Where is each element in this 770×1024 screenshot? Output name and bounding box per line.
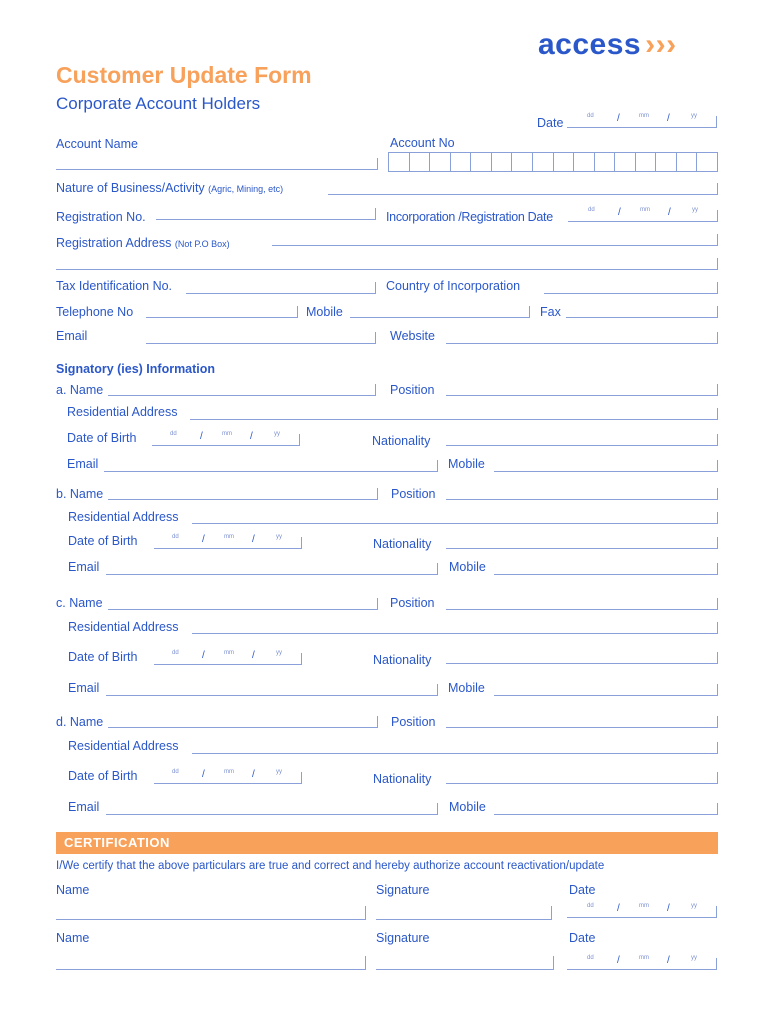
signatory-mobile-label: Mobile [448, 681, 485, 695]
cert-name-field-2[interactable] [56, 956, 366, 970]
cert-signature-field-1[interactable] [376, 906, 552, 920]
signatory-position-label: Position [390, 383, 435, 397]
date-sep: / [252, 769, 255, 780]
signatory-position-field[interactable] [446, 716, 718, 728]
certification-heading: CERTIFICATION [64, 835, 170, 850]
telephone-label: Telephone No [56, 305, 134, 319]
dd-hint: dd [172, 650, 179, 656]
residential-address-field[interactable] [192, 512, 718, 524]
signatory-email-label: Email [68, 560, 100, 574]
signatory-position-field[interactable] [446, 598, 718, 610]
signatory-name-label: c. Name [56, 596, 103, 610]
logo-chevrons-icon: ››› [645, 28, 677, 61]
dd-hint: dd [587, 903, 594, 909]
incorporation-date-label: Incorporation /Registration Date [386, 210, 553, 224]
logo-text: access [538, 28, 642, 61]
signatory-position-label: Position [391, 487, 436, 501]
signatory-position-label: Position [390, 596, 435, 610]
signatory-mobile-field[interactable] [494, 684, 718, 696]
mobile-field[interactable] [350, 306, 530, 318]
signatory-mobile-label: Mobile [449, 560, 486, 574]
nationality-field[interactable] [446, 434, 718, 446]
mm-hint: mm [222, 431, 232, 437]
form-date-field[interactable] [567, 113, 717, 128]
signatory-name-field[interactable] [108, 384, 376, 396]
yy-hint: yy [691, 955, 697, 961]
cert-signature-label: Signature [376, 931, 430, 945]
date-of-birth-field[interactable] [154, 534, 302, 549]
dd-hint: dd [588, 207, 595, 213]
signatory-email-field[interactable] [106, 563, 438, 575]
cert-signature-field-2[interactable] [376, 956, 554, 970]
signatory-position-field[interactable] [446, 384, 718, 396]
signatory-mobile-field[interactable] [494, 563, 718, 575]
page-subtitle: Corporate Account Holders [56, 94, 261, 113]
date-of-birth-label: Date of Birth [68, 769, 138, 783]
registration-no-field[interactable] [156, 208, 376, 220]
account-no-boxes[interactable] [388, 152, 718, 172]
date-sep: / [202, 534, 205, 545]
mm-hint: mm [639, 955, 649, 961]
date-sep: / [617, 113, 620, 124]
date-of-birth-label: Date of Birth [68, 534, 138, 548]
page-title: Customer Update Form [56, 62, 312, 88]
date-sep: / [252, 650, 255, 661]
dd-hint: dd [172, 534, 179, 540]
signatory-email-label: Email [68, 681, 100, 695]
form-date-label: Date [537, 116, 564, 130]
nationality-label: Nationality [373, 653, 432, 667]
signatory-name-field[interactable] [108, 488, 378, 500]
date-sep: / [202, 650, 205, 661]
date-of-birth-label: Date of Birth [67, 431, 137, 445]
email-field[interactable] [146, 332, 376, 344]
country-of-incorporation-label: Country of Incorporation [386, 279, 521, 293]
telephone-field[interactable] [146, 306, 298, 318]
nationality-label: Nationality [372, 434, 431, 448]
nature-hint: (Agric, Mining, etc) [208, 184, 284, 194]
signatory-position-label: Position [391, 715, 436, 729]
signatory-email-label: Email [68, 800, 100, 814]
nationality-label: Nationality [373, 537, 432, 551]
tax-id-field[interactable] [186, 282, 376, 294]
signatory-name-label: d. Name [56, 715, 104, 729]
registration-address-field-1[interactable] [272, 234, 718, 246]
cert-date-field-2[interactable] [567, 955, 717, 970]
mm-hint: mm [639, 113, 649, 119]
account-name-field[interactable] [56, 158, 378, 170]
residential-address-label: Residential Address [68, 510, 179, 524]
residential-address-field[interactable] [190, 408, 718, 420]
date-sep: / [250, 431, 253, 442]
yy-hint: yy [691, 113, 697, 119]
nationality-field[interactable] [446, 652, 718, 664]
account-no-label: Account No [390, 136, 455, 150]
email-label: Email [56, 329, 88, 343]
cert-date-label: Date [569, 931, 596, 945]
residential-address-field[interactable] [192, 622, 718, 634]
cert-name-label: Name [56, 883, 90, 897]
date-sep: / [200, 431, 203, 442]
cert-date-label: Date [569, 883, 596, 897]
mm-hint: mm [224, 650, 234, 656]
date-of-birth-field[interactable] [154, 650, 302, 665]
residential-address-label: Residential Address [68, 620, 179, 634]
signatory-name-label: a. Name [56, 383, 104, 397]
signatory-email-field[interactable] [106, 803, 438, 815]
website-label: Website [390, 329, 435, 343]
date-of-birth-label: Date of Birth [68, 650, 138, 664]
residential-address-field[interactable] [192, 742, 718, 754]
nature-of-business-label [56, 181, 283, 195]
signatory-position-field[interactable] [446, 488, 718, 500]
signatory-name-label: b. Name [56, 487, 104, 501]
mm-hint: mm [639, 903, 649, 909]
certification-band [56, 832, 718, 854]
mm-hint: mm [224, 769, 234, 775]
nationality-label: Nationality [373, 772, 432, 786]
signatory-email-field[interactable] [106, 684, 438, 696]
date-sep: / [618, 207, 621, 218]
registration-address-field-2[interactable] [56, 258, 718, 270]
yy-hint: yy [276, 534, 282, 540]
cert-signature-label: Signature [376, 883, 430, 897]
residential-address-label: Residential Address [68, 739, 179, 753]
signatory-mobile-field[interactable] [494, 803, 718, 815]
date-sep: / [202, 769, 205, 780]
website-field[interactable] [446, 332, 718, 344]
date-sep: / [667, 903, 670, 914]
date-sep: / [617, 955, 620, 966]
date-sep: / [617, 903, 620, 914]
tax-id-label: Tax Identification No. [56, 279, 173, 293]
signatory-name-field[interactable] [108, 598, 378, 610]
registration-address-hint: (Not P.O Box) [174, 239, 230, 249]
yy-hint: yy [276, 769, 282, 775]
signatory-mobile-field[interactable] [494, 460, 718, 472]
nationality-field[interactable] [446, 772, 718, 784]
yy-hint: yy [274, 431, 280, 437]
cert-date-field-1[interactable] [567, 903, 717, 918]
nationality-field[interactable] [446, 537, 718, 549]
mm-hint: mm [224, 534, 234, 540]
country-of-incorporation-field[interactable] [544, 282, 718, 294]
fax-field[interactable] [566, 306, 718, 318]
dd-hint: dd [170, 431, 177, 437]
mm-hint: mm [640, 207, 650, 213]
yy-hint: yy [691, 903, 697, 909]
signatory-mobile-label: Mobile [449, 800, 486, 814]
signatory-mobile-label: Mobile [448, 457, 485, 471]
dd-hint: dd [172, 769, 179, 775]
registration-no-label: Registration No. [56, 210, 146, 224]
date-sep: / [667, 955, 670, 966]
access-logo [538, 28, 677, 62]
signatory-email-field[interactable] [104, 460, 438, 472]
yy-hint: yy [276, 650, 282, 656]
mobile-label: Mobile [306, 305, 343, 319]
date-sep: / [252, 534, 255, 545]
signatory-heading: Signatory (ies) Information [56, 362, 216, 376]
registration-address-text: Registration Address [56, 236, 172, 250]
dd-hint: dd [587, 955, 594, 961]
registration-address-label [56, 236, 230, 250]
nature-of-business-text: Nature of Business/Activity [56, 181, 205, 195]
dd-hint: dd [587, 113, 594, 119]
date-sep: / [668, 207, 671, 218]
certification-statement: I/We certify that the above particulars are true and correct and hereby authorize account reactivation/update [56, 860, 605, 872]
date-of-birth-field[interactable] [154, 769, 302, 784]
signatory-email-label: Email [67, 457, 99, 471]
cert-name-field-1[interactable] [56, 906, 366, 920]
fax-label: Fax [540, 305, 561, 319]
residential-address-label: Residential Address [67, 405, 178, 419]
yy-hint: yy [692, 207, 698, 213]
account-name-label: Account Name [56, 137, 138, 151]
date-of-birth-field[interactable] [152, 431, 300, 446]
nature-of-business-field[interactable] [328, 183, 718, 195]
incorporation-date-field[interactable] [568, 207, 718, 222]
date-sep: / [667, 113, 670, 124]
cert-name-label: Name [56, 931, 90, 945]
signatory-name-field[interactable] [108, 716, 378, 728]
